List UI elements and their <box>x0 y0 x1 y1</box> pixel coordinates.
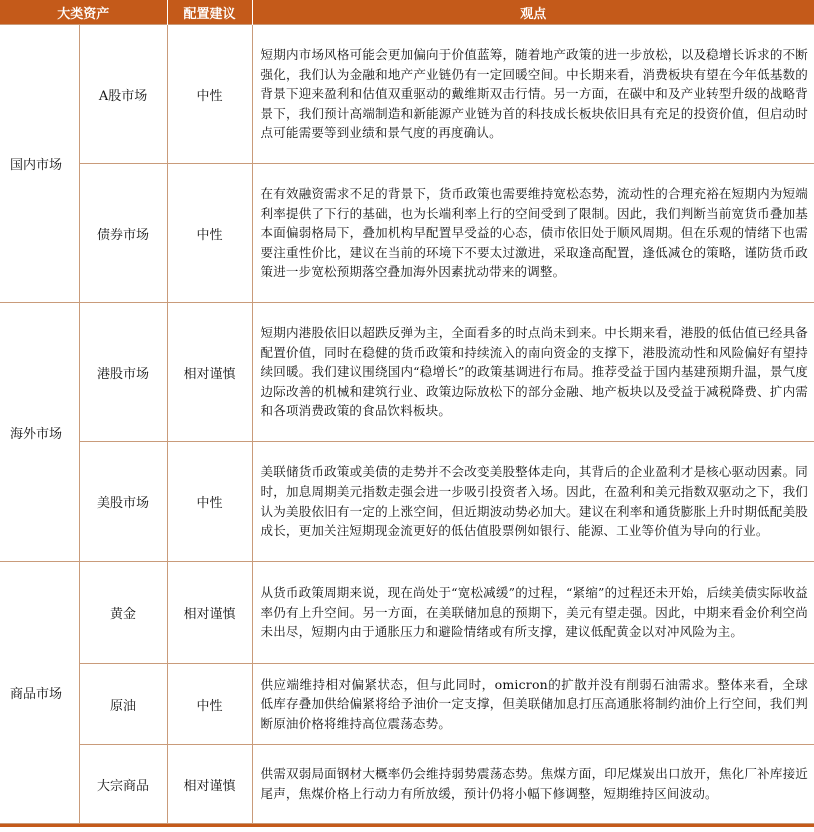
view-crude-oil: 供应端维持相对偏紧状态，但与此同时，omicron的扩散并没有削弱石油需求。整体来看，全球低库存叠加供给偏紧将给予油价一定支撑，但美联储加息打压高通胀将制约油价上行空间，我们判断原油价格将维持高位震荡态势。 <box>252 664 814 745</box>
recommendation-crude-oil: 中性 <box>167 664 252 745</box>
table-header-row <box>0 0 814 25</box>
category-overseas: 海外市场 <box>0 303 79 562</box>
market-gold: 黄金 <box>79 562 167 664</box>
market-hk-stock: 港股市场 <box>79 303 167 442</box>
recommendation-a-share: 中性 <box>167 25 252 164</box>
header-recommendation: 配置建议 <box>167 0 252 25</box>
table-row <box>0 745 814 824</box>
market-us-stock: 美股市场 <box>79 442 167 562</box>
recommendation-gold: 相对谨慎 <box>167 562 252 664</box>
header-view: 观点 <box>252 0 814 25</box>
category-commodity: 商品市场 <box>0 562 79 824</box>
recommendation-bond: 中性 <box>167 164 252 303</box>
view-us-stock: 美联储货币政策或美债的走势并不会改变美股整体走向，其背后的企业盈利才是核心驱动因素。同时，加息周期美元指数走强会进一步吸引投资者入场。因此，在盈利和美元指数双驱动之下，我们认为美股依旧有一定的上涨空间，但近期波动势必加大。建议在利率和通货膨胀上升时期低配美股成长，更加关注短期现金流更好的低估值股票例如银行、能源、工业等价值为导向的行业。 <box>252 442 814 562</box>
view-bond: 在有效融资需求不足的背景下，货币政策也需要维持宽松态势，流动性的合理充裕在短期内为短端利率提供了下行的基础，也为长端利率上行的空间受到了限制。因此，我们判断当前宽货币叠加基本面偏弱格局下，叠加机构早配置早受益的心态，债市依旧处于顺风周期。但在乐观的情绪下也需要注重性价比，建议在当前的环境下不要太过激进，采取逢高配置，逢低减仓的策略，谨防货币政策进一步宽松预期落空叠加海外因素扰动带来的调整。 <box>252 164 814 303</box>
market-a-share: A股市场 <box>79 25 167 164</box>
table-row <box>0 442 814 562</box>
view-gold: 从货币政策周期来说，现在尚处于“宽松减缓”的过程，“紧缩”的过程还未开始，后续美债实际收益率仍有上升空间。另一方面，在美联储加息的预期下，美元有望走强。因此，中期来看金价利空尚未出尽，短期内由于通胀压力和避险情绪或有所支撑，建议低配黄金以对冲风险为主。 <box>252 562 814 664</box>
recommendation-us-stock: 中性 <box>167 442 252 562</box>
market-crude-oil: 原油 <box>79 664 167 745</box>
table-row <box>0 562 814 664</box>
recommendation-bulk-commodity: 相对谨慎 <box>167 745 252 824</box>
table-row <box>0 25 814 164</box>
view-bulk-commodity: 供需双弱局面钢材大概率仍会维持弱势震荡态势。焦煤方面，印尼煤炭出口放开，焦化厂补库接近尾声，焦煤价格上行动力有所放缓，预计仍将小幅下修调整，短期维持区间波动。 <box>252 745 814 824</box>
view-hk-stock: 短期内港股依旧以超跌反弹为主，全面看多的时点尚未到来。中长期来看，港股的低估值已经具备配置价值，同时在稳健的货币政策和持续流入的南向资金的支撑下，港股流动性和风险偏好有望持续回暖。我们建议围绕国内“稳增长”的政策基调进行布局。推荐受益于国内基建预期升温，景气度边际改善的机械和建筑行业、政策边际放松下的部分金融、地产板块以及受益于减税降费、扩内需和各项消费政策的食品饮料板块。 <box>252 303 814 442</box>
recommendation-hk-stock: 相对谨慎 <box>167 303 252 442</box>
table-row <box>0 164 814 303</box>
table-row <box>0 303 814 442</box>
table-row <box>0 664 814 745</box>
market-bulk-commodity: 大宗商品 <box>79 745 167 824</box>
category-domestic: 国内市场 <box>0 25 79 303</box>
table-bottom-rule <box>0 824 814 827</box>
view-a-share: 短期内市场风格可能会更加偏向于价值蓝筹，随着地产政策的进一步放松，以及稳增长诉求的不断强化，我们认为金融和地产产业链仍有一定回暖空间。中长期来看，消费板块有望在今年低基数的背景下迎来盈利和估值双重驱动的戴维斯双击行情。另一方面，在碳中和及产业转型升级的战略背景下，我们预计高端制造和新能源产业链为首的科技成长板块依旧具有充足的投资价值，但启动时点可能需要等到业绩和景气度的再度确认。 <box>252 25 814 164</box>
header-asset-category: 大类资产 <box>0 0 167 25</box>
market-bond: 债券市场 <box>79 164 167 303</box>
